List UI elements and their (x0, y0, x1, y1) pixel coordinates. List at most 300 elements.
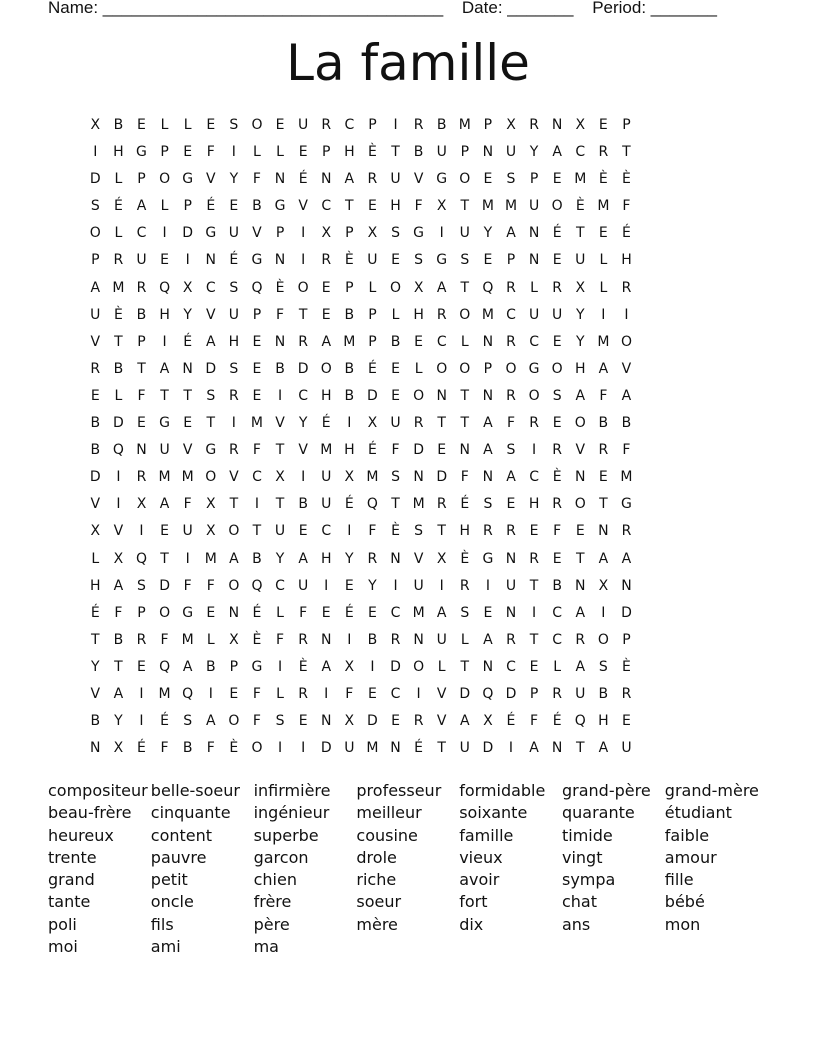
grid-letter: É (137, 740, 147, 757)
grid-letter: E (483, 252, 493, 269)
grid-letter: Y (91, 658, 101, 675)
grid-letter: G (528, 360, 540, 377)
grid-letter: V (298, 198, 309, 215)
grid-letter: R (506, 523, 517, 540)
grid-letter: Q (159, 658, 171, 675)
grid-letter: Q (159, 279, 171, 296)
grid-letter: U (228, 225, 240, 242)
grid-letter: N (436, 387, 448, 404)
grid-letter: S (460, 604, 470, 621)
grid-letter: B (413, 144, 424, 161)
grid-letter: I (324, 685, 329, 702)
word-list-item: chat (561, 892, 597, 912)
grid-letter: G (159, 415, 171, 432)
grid-letter: D (297, 360, 310, 377)
grid-letter: È (552, 469, 563, 486)
page-title: La famille (286, 34, 530, 92)
grid-letter: E (622, 713, 632, 730)
word-list-item: cinquante (150, 803, 231, 823)
word-list-item: dix (459, 914, 484, 934)
grid-letter: I (139, 523, 145, 540)
grid-letter: Y (529, 144, 539, 161)
grid-letter: E (598, 469, 609, 486)
grid-letter: R (483, 523, 494, 540)
grid-letter: É (160, 713, 170, 730)
grid-letter: X (229, 631, 240, 648)
grid-letter: R (598, 144, 609, 161)
grid-letter: I (347, 523, 352, 540)
grid-letter: I (393, 117, 399, 133)
grid-letter: R (367, 171, 378, 188)
grid-letter: P (368, 306, 378, 323)
grid-letter: L (599, 252, 608, 269)
grid-letter: G (205, 442, 217, 459)
grid-letter: É (90, 604, 101, 621)
grid-letter: B (344, 360, 355, 377)
grid-letter: N (575, 577, 586, 594)
grid-letter: O (459, 171, 471, 188)
grid-letter: U (505, 577, 517, 594)
word-list-item: belle-soeur (150, 781, 240, 800)
grid-letter: S (275, 713, 285, 730)
grid-letter: F (183, 577, 193, 594)
grid-letter: X (436, 198, 447, 215)
grid-letter: D (205, 360, 217, 377)
grid-letter: A (113, 577, 124, 594)
grid-letter: L (553, 658, 562, 675)
grid-letter: M (597, 333, 610, 350)
grid-letter: X (344, 658, 355, 675)
grid-letter: F (160, 740, 170, 757)
grid-letter: P (529, 171, 539, 188)
grid-letter: M (158, 469, 172, 486)
grid-letter: V (90, 496, 101, 513)
word-list-item: ami (150, 937, 181, 957)
grid-letter: U (274, 523, 286, 540)
grid-letter: R (552, 496, 563, 513)
grid-letter: N (528, 225, 540, 242)
grid-letter: É (206, 198, 216, 215)
grid-letter: C (321, 523, 332, 540)
word-list-item: soixante (459, 803, 528, 823)
grid-letter: X (136, 496, 147, 513)
grid-row (84, 275, 638, 302)
grid-row (84, 302, 638, 329)
grid-letter: N (274, 333, 286, 350)
word-list-item: timide (561, 825, 613, 845)
grid-letter: I (601, 604, 606, 621)
grid-letter: R (506, 333, 517, 350)
grid-letter: D (482, 740, 494, 757)
grid-letter: Y (345, 550, 355, 567)
grid-letter: G (621, 496, 633, 513)
grid-letter: A (90, 279, 101, 296)
grid-letter: R (621, 279, 632, 296)
grid-letter: M (181, 631, 195, 648)
grid-letter: E (252, 360, 262, 377)
grid-letter: O (320, 360, 333, 377)
grid-letter: L (160, 117, 169, 133)
grid-letter: I (185, 550, 191, 567)
grid-letter: I (347, 631, 352, 648)
grid-letter: N (274, 171, 286, 188)
grid-letter: T (391, 144, 401, 161)
grid-letter: H (459, 523, 471, 540)
grid-letter: M (481, 198, 495, 215)
grid-letter: P (275, 225, 285, 242)
word-list-item: vingt (561, 847, 603, 867)
grid-letter: O (436, 360, 448, 377)
grid-letter: T (91, 631, 101, 648)
grid-letter: P (506, 252, 516, 269)
grid-letter: È (367, 144, 378, 161)
grid-letter: L (114, 225, 123, 242)
grid-letter: U (436, 631, 448, 648)
grid-letter: A (436, 604, 447, 621)
grid-letter: U (575, 685, 586, 702)
grid-letter: N (459, 442, 471, 459)
grid-letter: A (575, 658, 586, 675)
grid-letter: E (321, 306, 332, 323)
grid-letter: F (391, 442, 401, 459)
grid-letter: U (390, 171, 402, 188)
word-list-item: petit (150, 870, 188, 890)
grid-letter: S (90, 198, 101, 215)
grid-letter: G (205, 225, 217, 242)
grid-letter: É (622, 225, 632, 242)
grid-letter: É (552, 225, 563, 242)
grid-letter: L (276, 604, 285, 621)
grid-letter: X (344, 469, 355, 486)
grid-letter: X (275, 469, 286, 486)
grid-letter: A (182, 658, 193, 675)
grid-letter: E (298, 713, 309, 730)
grid-letter: X (113, 550, 124, 567)
grid-letter: H (575, 360, 587, 377)
grid-letter: F (276, 306, 285, 323)
grid-letter: U (228, 306, 240, 323)
grid-letter: T (252, 523, 262, 540)
grid-letter: D (459, 685, 471, 702)
grid-letter: B (344, 387, 355, 404)
grid-letter: C (506, 306, 517, 323)
grid-letter: Y (183, 306, 193, 323)
grid-letter: C (575, 144, 586, 161)
grid-row (84, 166, 638, 193)
grid-letter: T (206, 415, 216, 432)
grid-letter: P (137, 604, 147, 621)
word-list-item: moi (48, 937, 78, 957)
grid-letter: A (321, 333, 332, 350)
grid-letter: I (301, 740, 306, 757)
grid-letter: T (437, 523, 447, 540)
grid-letter: N (182, 360, 194, 377)
word-list-item: père (253, 914, 290, 934)
grid-letter: N (320, 713, 332, 730)
grid-letter: U (298, 117, 309, 133)
grid-letter: R (136, 279, 147, 296)
grid-letter: X (367, 415, 378, 432)
grid-letter: F (622, 198, 631, 215)
grid-letter: T (275, 442, 285, 459)
grid-letter: B (90, 713, 101, 730)
grid-letter: Y (229, 171, 239, 188)
grid-letter: A (436, 279, 447, 296)
grid-letter: X (182, 279, 193, 296)
grid-letter: L (460, 631, 470, 648)
grid-letter: B (298, 496, 309, 513)
grid-letter: E (598, 117, 609, 133)
grid-letter: R (621, 523, 632, 540)
grid-letter: T (437, 740, 447, 757)
grid-letter: F (183, 496, 193, 513)
grid-letter: H (621, 252, 633, 269)
grid-letter: É (113, 198, 124, 215)
grid-letter: R (390, 631, 401, 648)
grid-letter: L (253, 144, 262, 161)
grid-letter: È (344, 252, 355, 269)
grid-letter: P (322, 144, 331, 161)
grid-letter: R (575, 631, 586, 648)
grid-row (84, 329, 638, 356)
grid-letter: B (552, 577, 563, 594)
grid-letter: H (344, 442, 356, 459)
grid-letter: L (276, 685, 285, 702)
grid-letter: R (413, 117, 424, 133)
grid-letter: O (574, 496, 587, 513)
word-list-item: mère (356, 914, 398, 934)
grid-letter: M (412, 604, 426, 621)
grid-letter: N (482, 658, 494, 675)
grid-row (84, 546, 638, 573)
grid-letter: Q (482, 685, 494, 702)
grid-letter: U (344, 740, 355, 757)
grid-letter: R (552, 685, 563, 702)
grid-letter: P (345, 225, 355, 242)
grid-letter: A (598, 740, 609, 757)
grid-letter: M (343, 333, 356, 350)
grid-letter: U (552, 306, 563, 323)
grid-letter: U (505, 144, 517, 161)
grid-letter: O (459, 306, 471, 323)
grid-letter: X (506, 117, 517, 133)
grid-letter: É (344, 496, 355, 513)
grid-letter: A (460, 713, 471, 730)
grid-letter: F (368, 523, 377, 540)
grid-letter: F (599, 387, 608, 404)
grid-letter: O (159, 171, 171, 188)
grid-letter: P (252, 306, 262, 323)
grid-letter: I (347, 415, 352, 432)
grid-letter: E (229, 198, 239, 215)
grid-letter: I (277, 387, 283, 404)
grid-letter: S (229, 279, 239, 296)
grid-letter: E (552, 252, 563, 269)
grid-letter: E (529, 658, 539, 675)
grid-letter: F (252, 171, 262, 188)
grid-letter: A (506, 469, 517, 486)
grid-letter: A (575, 604, 586, 621)
grid-letter: F (252, 713, 262, 730)
grid-letter: X (321, 225, 332, 242)
grid-letter: A (621, 550, 632, 567)
grid-letter: U (459, 740, 471, 757)
grid-letter: I (277, 740, 283, 757)
grid-letter: C (136, 225, 147, 242)
grid-letter: R (506, 387, 517, 404)
grid-letter: A (598, 360, 609, 377)
grid-letter: X (436, 550, 447, 567)
grid-letter: R (136, 631, 147, 648)
grid-letter: L (437, 658, 447, 675)
grid-letter: L (183, 117, 193, 133)
grid-letter: É (344, 604, 355, 621)
grid-letter: È (598, 171, 609, 188)
grid-letter: M (366, 469, 379, 486)
grid-letter: A (321, 658, 332, 675)
grid-letter: U (390, 415, 402, 432)
grid-letter: R (321, 252, 332, 269)
grid-letter: G (413, 225, 425, 242)
grid-letter: Y (575, 306, 586, 323)
grid-letter: E (344, 577, 355, 594)
grid-letter: F (252, 685, 262, 702)
grid-letter: S (552, 387, 563, 404)
grid-letter: T (460, 198, 470, 215)
grid-letter: M (481, 306, 495, 323)
word-list-item: grand-mère (664, 781, 759, 800)
grid-letter: F (530, 713, 539, 730)
grid-letter: A (205, 333, 217, 350)
grid-letter: É (460, 496, 470, 513)
word-list-item: fille (664, 870, 694, 890)
grid-letter: I (416, 685, 422, 702)
grid-row (84, 600, 638, 627)
grid-letter: R (506, 279, 517, 296)
grid-letter: E (391, 360, 401, 377)
grid-letter: F (553, 523, 562, 540)
grid-letter: N (413, 631, 425, 648)
grid-letter: O (251, 117, 263, 133)
grid-letter: R (113, 252, 124, 269)
grid-letter: X (575, 117, 586, 133)
grid-letter: M (458, 117, 472, 133)
name-field-label: Name: ____________________________________ (48, 0, 444, 17)
grid-letter: N (320, 171, 332, 188)
grid-letter: I (370, 658, 375, 675)
grid-letter: Q (366, 496, 379, 513)
grid-letter: G (482, 550, 494, 567)
grid-letter: E (252, 333, 262, 350)
word-list-item: vieux (459, 847, 503, 867)
grid-letter: É (414, 740, 424, 757)
grid-letter: O (297, 279, 310, 296)
grid-letter: B (136, 306, 147, 323)
grid-letter: È (622, 658, 632, 675)
grid-letter: B (90, 415, 101, 432)
grid-letter: G (274, 198, 286, 215)
word-list-item: faible (664, 825, 710, 845)
grid-letter: X (90, 117, 101, 133)
grid-letter: B (182, 740, 193, 757)
grid-letter: A (159, 496, 170, 513)
word-list-item: mon (664, 914, 701, 934)
grid-letter: F (622, 442, 631, 459)
grid-row (84, 139, 638, 166)
grid-letter: R (321, 117, 332, 133)
word-list-item: fils (150, 914, 174, 934)
word-list-item: drole (356, 847, 397, 867)
grid-letter: A (229, 550, 240, 567)
grid-letter: R (552, 279, 563, 296)
word-list-item: garcon (253, 847, 309, 867)
word-list-item: frère (253, 892, 292, 912)
word-list-item: grand-père (561, 781, 651, 800)
word-list-item: riche (356, 870, 397, 890)
grid-row (84, 708, 638, 735)
word-list-item: trente (48, 847, 97, 867)
grid-letter: O (390, 279, 402, 296)
grid-letter: E (183, 144, 193, 161)
grid-letter: R (621, 685, 632, 702)
grid-letter: C (298, 387, 309, 404)
grid-letter: P (483, 360, 493, 377)
grid-letter: R (413, 415, 424, 432)
grid-letter: Q (112, 442, 125, 459)
grid-letter: H (90, 577, 102, 594)
grid-letter: M (181, 469, 195, 486)
grid-letter: I (301, 252, 306, 269)
grid-letter: M (366, 740, 379, 757)
grid-letter: B (90, 442, 101, 459)
grid-letter: R (367, 550, 378, 567)
grid-letter: P (460, 144, 470, 161)
word-list-item: content (150, 825, 213, 845)
grid-letter: B (390, 333, 401, 350)
grid-letter: L (114, 171, 123, 188)
grid-letter: A (529, 740, 540, 757)
grid-letter: R (506, 631, 517, 648)
grid-letter: B (252, 198, 263, 215)
grid-letter: N (205, 252, 217, 269)
grid-letter: È (575, 198, 586, 215)
grid-letter: M (158, 685, 172, 702)
grid-letter: Y (575, 333, 586, 350)
grid-letter: C (506, 658, 517, 675)
grid-letter: P (483, 117, 493, 133)
grid-letter: O (413, 658, 425, 675)
grid-letter: L (530, 279, 539, 296)
grid-letter: I (301, 469, 306, 486)
grid-row (84, 518, 638, 545)
grid-letter: N (90, 740, 102, 757)
grid-letter: M (574, 171, 587, 188)
grid-letter: C (552, 604, 563, 621)
grid-letter: T (298, 306, 308, 323)
grid-letter: B (598, 415, 609, 432)
grid-letter: S (229, 360, 239, 377)
grid-letter: I (439, 225, 445, 242)
grid-letter: U (621, 740, 633, 757)
grid-row (84, 112, 638, 139)
grid-letter: V (113, 523, 124, 540)
word-list-item: ma (253, 937, 279, 957)
grid-letter: R (228, 442, 240, 459)
grid-letter: P (91, 252, 101, 269)
grid-letter: S (414, 523, 424, 540)
grid-letter: Y (368, 577, 378, 594)
grid-letter: I (139, 685, 145, 702)
